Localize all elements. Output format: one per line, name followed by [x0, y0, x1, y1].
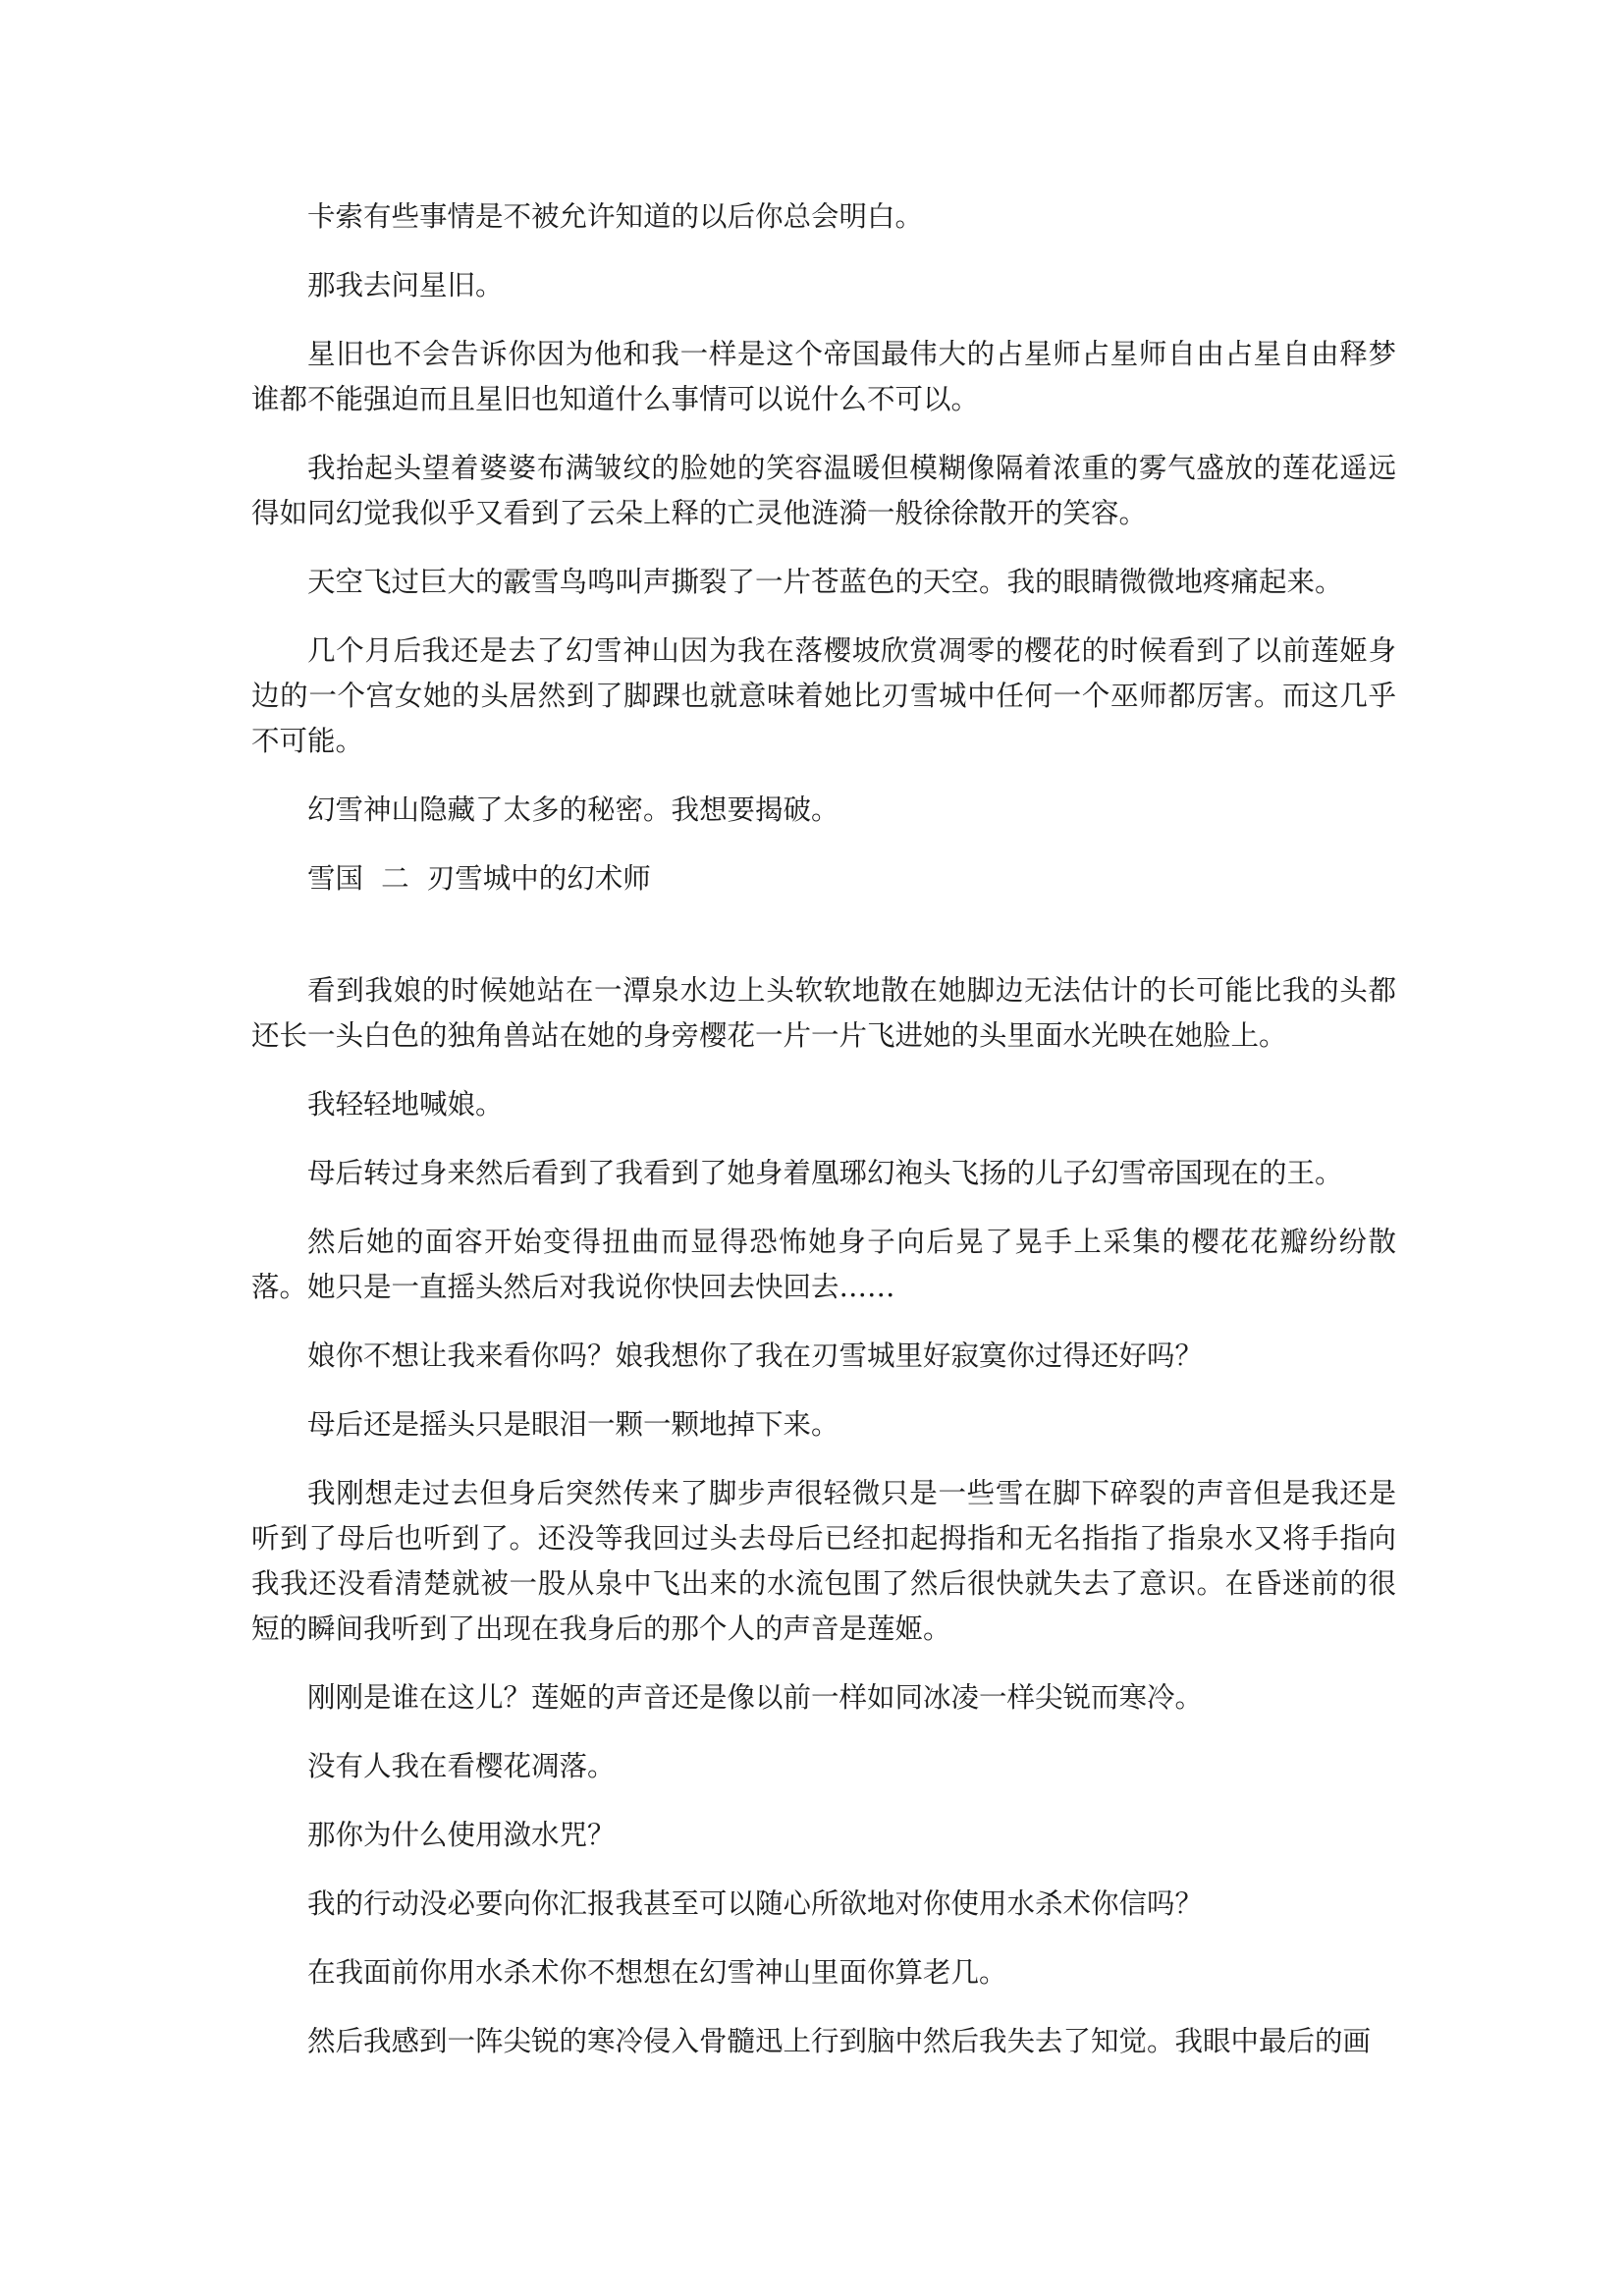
paragraph: 刚刚是谁在这儿？莲姬的声音还是像以前一样如同冰凌一样尖锐而寒冷。: [307, 1681, 1204, 1714]
paragraph: 幻雪神山隐藏了太多的秘密。我想要揭破。: [307, 793, 839, 826]
paragraph: 看到我娘的时候她站在一潭泉水边上头软软地散在她脚边无法估计的长可能比我的头都还长一头白色的独角兽站在她的身旁樱花一片一片飞进她的头里面水光映在她脸上。: [251, 974, 1396, 1052]
paragraph: 我的行动没必要向你汇报我甚至可以随心所欲地对你使用水杀术你信吗？: [307, 1887, 1204, 1920]
paragraph: 没有人我在看樱花凋落。: [307, 1750, 616, 1782]
paragraph: 母后转过身来然后看到了我看到了她身着凰琊幻袍头飞扬的儿子幻雪帝国现在的王。: [307, 1157, 1343, 1189]
paragraph: 母后还是摇头只是眼泪一颗一颗地掉下来。: [307, 1408, 839, 1441]
paragraph: 那我去问星旧。: [307, 269, 504, 301]
paragraph: 几个月后我还是去了幻雪神山因为我在落樱坡欣赏凋零的樱花的时候看到了以前莲姬身边的一个宫女她的头居然到了脚踝也就意味着她比刃雪城中任何一个巫师都厉害。而这几乎不可能。: [251, 634, 1396, 757]
paragraph: 娘你不想让我来看你吗？娘我想你了我在刃雪城里好寂寞你过得还好吗？: [307, 1339, 1204, 1372]
paragraph: 那你为什么使用潋水咒？: [307, 1819, 616, 1851]
paragraph: 天空飞过巨大的霰雪鸟鸣叫声撕裂了一片苍蓝色的天空。我的眼睛微微地疼痛起来。: [307, 566, 1343, 598]
paragraph: 我刚想走过去但身后突然传来了脚步声很轻微只是一些雪在脚下碎裂的声音但是我还是听到了母后也听到了。还没等我回过头去母后已经扣起拇指和无名指指了指泉水又将手指向我我还没看清楚就被一股从泉中飞出来的水流包围了然后很快就失去了意识。在昏迷前的很短的瞬间我听到了出现在我身后的那个人的声音是莲姬。: [251, 1477, 1396, 1645]
paragraph: 卡索有些事情是不被允许知道的以后你总会明白。: [307, 200, 924, 233]
paragraph: 在我面前你用水杀术你不想想在幻雪神山里面你算老几。: [307, 1956, 1007, 1989]
paragraph: 然后我感到一阵尖锐的寒冷侵入骨髓迅上行到脑中然后我失去了知觉。我眼中最后的画: [307, 2025, 1372, 2057]
paragraph: 星旧也不会告诉你因为他和我一样是这个帝国最伟大的占星师占星师自由占星自由释梦谁都不能强迫而且星旧也知道什么事情可以说什么不可以。: [251, 338, 1396, 415]
paragraph: 我轻轻地喊娘。: [307, 1088, 504, 1121]
document-page: [251, 194, 1396, 2088]
chapter-heading: 雪国 二 刃雪城中的幻术师: [307, 862, 651, 895]
paragraph: 然后她的面容开始变得扭曲而显得恐怖她身子向后晃了晃手上采集的樱花花瓣纷纷散落。她只是一直摇头然后对我说你快回去快回去……: [251, 1226, 1396, 1303]
paragraph: 我抬起头望着婆婆布满皱纹的脸她的笑容温暖但模糊像隔着浓重的雾气盛放的莲花遥远得如同幻觉我似乎又看到了云朵上释的亡灵他涟漪一般徐徐散开的笑容。: [251, 452, 1396, 529]
